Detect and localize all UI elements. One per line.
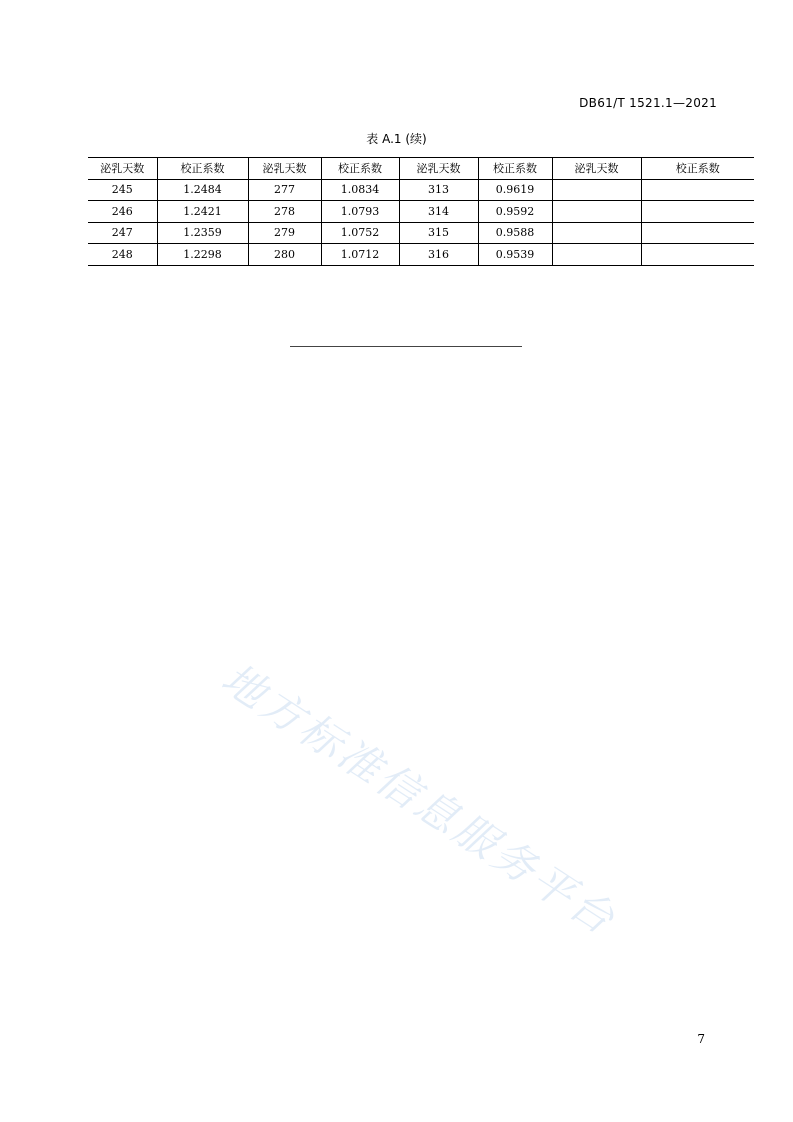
- table-cell: [641, 222, 754, 244]
- header-correction-coefficient: 校正系数: [157, 158, 248, 180]
- table-cell: 280: [248, 244, 321, 266]
- table-cell: 1.0712: [321, 244, 399, 266]
- table-cell: 1.0793: [321, 201, 399, 223]
- header-lactation-days: 泌乳天数: [88, 158, 157, 180]
- table-cell: [641, 201, 754, 223]
- table-cell: 314: [399, 201, 478, 223]
- table-cell: 316: [399, 244, 478, 266]
- table-row: [88, 179, 754, 201]
- header-correction-coefficient: 校正系数: [641, 158, 754, 180]
- header-lactation-days: 泌乳天数: [552, 158, 641, 180]
- header-correction-coefficient: 校正系数: [478, 158, 552, 180]
- table-row: [88, 222, 754, 244]
- table-cell: 1.2298: [157, 244, 248, 266]
- table-cell: 0.9592: [478, 201, 552, 223]
- table-cell: 1.2421: [157, 201, 248, 223]
- table-cell: 0.9588: [478, 222, 552, 244]
- header-lactation-days: 泌乳天数: [248, 158, 321, 180]
- table-cell: 1.0834: [321, 179, 399, 201]
- table-cell: [552, 244, 641, 266]
- end-of-standard-rule: [290, 346, 522, 347]
- document-code: DB61/T 1521.1—2021: [579, 96, 717, 110]
- table-cell: 313: [399, 179, 478, 201]
- table-cell: [641, 179, 754, 201]
- table-cell: 246: [88, 201, 157, 223]
- table-caption: 表 A.1 (续): [366, 132, 427, 146]
- table-cell: 0.9619: [478, 179, 552, 201]
- table-cell: 1.2359: [157, 222, 248, 244]
- table-cell: 315: [399, 222, 478, 244]
- header-lactation-days: 泌乳天数: [399, 158, 478, 180]
- page-number: 7: [697, 1032, 705, 1046]
- table-cell: [552, 179, 641, 201]
- table-header-row: [88, 158, 754, 180]
- table-row: [88, 201, 754, 223]
- watermark-text: 地方标准信息服务平台: [213, 653, 626, 946]
- header-correction-coefficient: 校正系数: [321, 158, 399, 180]
- table-cell: [641, 244, 754, 266]
- table-cell: 0.9539: [478, 244, 552, 266]
- table-cell: 1.2484: [157, 179, 248, 201]
- table-cell: 1.0752: [321, 222, 399, 244]
- table-row: [88, 244, 754, 266]
- table-cell: 247: [88, 222, 157, 244]
- table-cell: 245: [88, 179, 157, 201]
- table-cell: 278: [248, 201, 321, 223]
- table-cell: 248: [88, 244, 157, 266]
- table-cell: 279: [248, 222, 321, 244]
- table-cell: [552, 201, 641, 223]
- table-cell: [552, 222, 641, 244]
- correction-coefficient-table: [88, 157, 754, 266]
- table-cell: 277: [248, 179, 321, 201]
